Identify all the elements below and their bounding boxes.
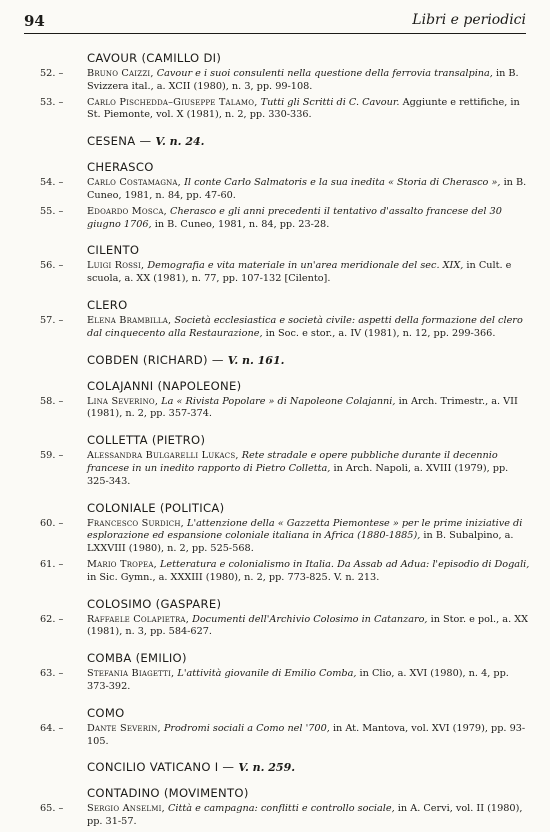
entry-author: Alessandra Bulgarelli Lukacs, [87,450,239,462]
entry-number: 64. – [40,722,64,734]
entry-title: Cavour e i suoi consulenti nella questione della ferrovia transalpina, [156,68,493,79]
entry-title: Rete stradale e opere pubbliche durante il decennio francese in un inedito rapporto di Pietro Colletta, [87,450,498,474]
entry-title: Documenti dell'Archivio Colosimo in Catanzaro, [192,613,428,625]
topic-heading [87,243,530,257]
entry-title: Letteratura e colonialismo in Italia. Da Assab ad Adua: l'episodio di Dogali, [159,558,530,570]
topic-heading [87,760,530,774]
topic-section [40,786,530,829]
topic-heading-text: COBDEN (RICHARD) — [87,352,224,367]
topic-heading-text: COMBA (EMILIO) [87,651,187,666]
bibliography-entry [40,396,530,422]
topic-heading-text: CAVOUR (CAMILLO DI) [87,51,222,65]
section-gap [40,492,530,501]
section-gap [40,234,530,243]
topic-heading [87,51,530,65]
entry-number: 62. – [40,613,64,625]
topic-heading [87,379,530,393]
entry-citation: in A. Cervi, vol. II (1980), pp. 31-57. [87,803,523,828]
bibliography-list [40,51,530,832]
entry-number: 52. – [40,68,64,79]
entry-citation: in B. Cuneo, 1981, n. 84, pp. 23-28. [154,218,330,230]
bibliography-entry [40,668,530,694]
topic-heading [87,160,530,174]
entry-number: 65. – [40,803,64,815]
cross-reference: V. n. 259. [238,761,296,775]
section-gap [40,125,530,134]
bibliography-entry [40,518,530,556]
entry-number: 63. – [40,668,64,680]
entry-text [87,68,530,94]
entry-text [87,803,530,829]
bibliography-entry [40,450,530,488]
entry-number: 59. – [40,450,64,462]
section-gap [40,289,530,298]
entry-citation: in B. Subalpino, a. LXXVIII (1980), n. 2, pp. 525-568. [87,530,514,555]
entry-citation: in Stor. e pol., a. XX (1981), n. 3, pp. 584-627. [87,613,529,638]
section-gap [40,751,530,760]
topic-section [40,651,530,694]
topic-section [40,706,530,749]
section-gap [40,642,530,651]
entry-author: Carlo Costamagna, [87,177,181,189]
entry-text [87,723,530,749]
entry-title: Tutti gli Scritti di C. Cavour. [260,96,400,108]
entry-author: Bruno Caizzi, [87,68,154,79]
topic-heading-text: CESENA — [87,134,152,149]
bibliography-entry [40,68,530,94]
entry-author: Francesco Surdich, [87,517,184,529]
entry-author: Sergio Anselmi, [87,803,165,815]
section-gap [40,344,530,353]
page-number: 94 [24,12,45,30]
topic-heading-text: COMO [87,705,125,720]
header-rule [24,33,526,34]
entry-title: Cherasco e gli anni precedenti il tentativo d'assalto francese del 30 giugno 1706, [87,205,502,230]
topic-section [40,379,530,422]
topic-heading [87,353,530,367]
entry-title: Prodromi sociali a Como nel '700, [163,722,330,734]
bibliography-entry [40,614,530,640]
topic-heading [87,134,530,148]
entry-text [87,614,530,640]
entry-author: Raffaele Colapietra, [87,613,189,625]
topic-heading [87,706,530,720]
topic-section [40,501,530,585]
topic-section [40,243,530,286]
topic-heading-text: COLAJANNI (NAPOLEONE) [87,378,242,393]
topic-section [40,353,530,367]
section-gap [40,151,530,160]
entry-citation: in Cult. e scuola, a. XX (1981), n. 77, pp. 107-132 [Cilento]. [87,260,512,285]
topic-heading-text: COLLETTA (PIETRO) [87,433,206,448]
entry-citation: in Arch. Napoli, a. XVIII (1979), pp. 325-343. [87,462,509,487]
topic-heading [87,651,530,665]
topic-heading-text: CHERASCO [87,160,154,175]
section-gap [40,777,530,786]
topic-heading [87,433,530,447]
entry-number: 57. – [40,314,64,326]
topic-section [40,51,530,122]
entry-text [87,518,530,556]
topic-heading-text: COLOSIMO (GASPARE) [87,596,222,611]
topic-section [40,433,530,488]
topic-section [40,160,530,231]
entry-author: Mario Tropea, [87,558,157,570]
entry-citation: in B. Svizzera ital., a. XCII (1980), n. 3, pp. 99-108. [87,68,519,92]
topic-heading-text: CONTADINO (MOVIMENTO) [87,786,249,801]
entry-title: L'attenzione della « Gazzetta Piemontese » per le prime iniziative di esplorazione ed espansione coloniale italiana in Africa (1880-1885), [87,517,523,542]
section-gap [40,588,530,597]
entry-author: Edoardo Mosca, [87,205,167,217]
topic-heading [87,501,530,515]
entry-author: Lina Severino, [87,395,159,407]
entry-author: Luigi Rossi, [87,260,145,272]
section-gap [40,370,530,379]
topic-section [40,760,530,774]
entry-text [87,260,530,286]
entry-author: Stefania Biagetti, [87,668,175,680]
topic-heading [87,597,530,611]
entry-title: L'attività giovanile di Emilio Comba, [177,668,357,680]
topic-heading-text: CONCILIO VATICANO I — [87,760,235,775]
entry-title: Demografia e vita materiale in un'area meridionale del sec. XIX, [147,260,464,272]
entry-citation: in At. Mantova, vol. XVI (1979), pp. 93-105. [87,722,526,747]
entry-text [87,559,530,585]
bibliography-entry [40,260,530,286]
entry-citation: Aggiunte e rettifiche, in St. Piemonte, vol. X (1981), n. 2, pp. 330-336. [87,96,520,121]
bibliography-entry [40,559,530,585]
bibliography-entry [40,177,530,203]
entry-text [87,396,530,422]
entry-title: Il conte Carlo Salmatoris e la sua inedita « Storia di Cherasco », [184,177,501,189]
topic-heading-text: COLONIALE (POLITICA) [87,500,225,515]
entry-citation: in Soc. e stor., a. IV (1981), n. 12, pp. 299-366. [265,327,496,339]
entry-text [87,450,530,488]
entry-number: 58. – [40,395,64,407]
entry-citation: in Clio, a. XVI (1980), n. 4, pp. 373-392. [87,668,509,692]
entry-citation: in B. Cuneo, 1981, n. 84, pp. 47-60. [87,177,527,201]
entry-citation: in Sic. Gymn., a. XXXIII (1980), n. 2, pp. 773-825. V. n. 213. [87,571,380,583]
entry-text [87,668,530,694]
entry-text [87,177,530,203]
entry-author: Dante Severin, [87,722,161,734]
section-gap [40,424,530,433]
entry-number: 55. – [40,205,64,217]
bibliography-entry [40,803,530,829]
entry-number: 53. – [40,96,64,108]
entry-text [87,97,530,123]
entry-number: 61. – [40,558,64,570]
entry-text [87,206,530,232]
entry-title: Città e campagna: conflitti e controllo sociale, [167,803,395,815]
entry-text [87,315,530,341]
topic-section [40,134,530,148]
entry-title: La « Rivista Popolare » di Napoleone Colajanni, [161,395,396,407]
entry-number: 54. – [40,177,64,189]
entry-author: Carlo Pischedda–Giuseppe Talamo, [87,96,258,108]
topic-section [40,597,530,640]
page-header [24,12,526,34]
bibliography-entry [40,315,530,341]
entry-citation: in Arch. Trimestr., a. VII (1981), n. 2, pp. 357-374. [87,395,518,420]
entry-title: Società ecclesiastica e società civile: aspetti della formazione del clero dal cinquecento alla Restaurazione, [87,314,523,339]
bibliography-entry [40,723,530,749]
entry-number: 60. – [40,517,64,529]
topic-heading-text: CLERO [87,297,128,312]
entry-author: Elena Brambilla, [87,314,172,326]
cross-reference: V. n. 161. [227,353,285,367]
topic-section [40,298,530,341]
topic-heading [87,298,530,312]
bibliography-entry [40,206,530,232]
topic-heading [87,786,530,800]
bibliography-entry [40,97,530,123]
entry-number: 56. – [40,260,64,272]
cross-reference: V. n. 24. [155,135,205,149]
section-gap [40,697,530,706]
topic-heading-text: CILENTO [87,243,140,258]
running-title: Libri e periodici [412,12,526,28]
